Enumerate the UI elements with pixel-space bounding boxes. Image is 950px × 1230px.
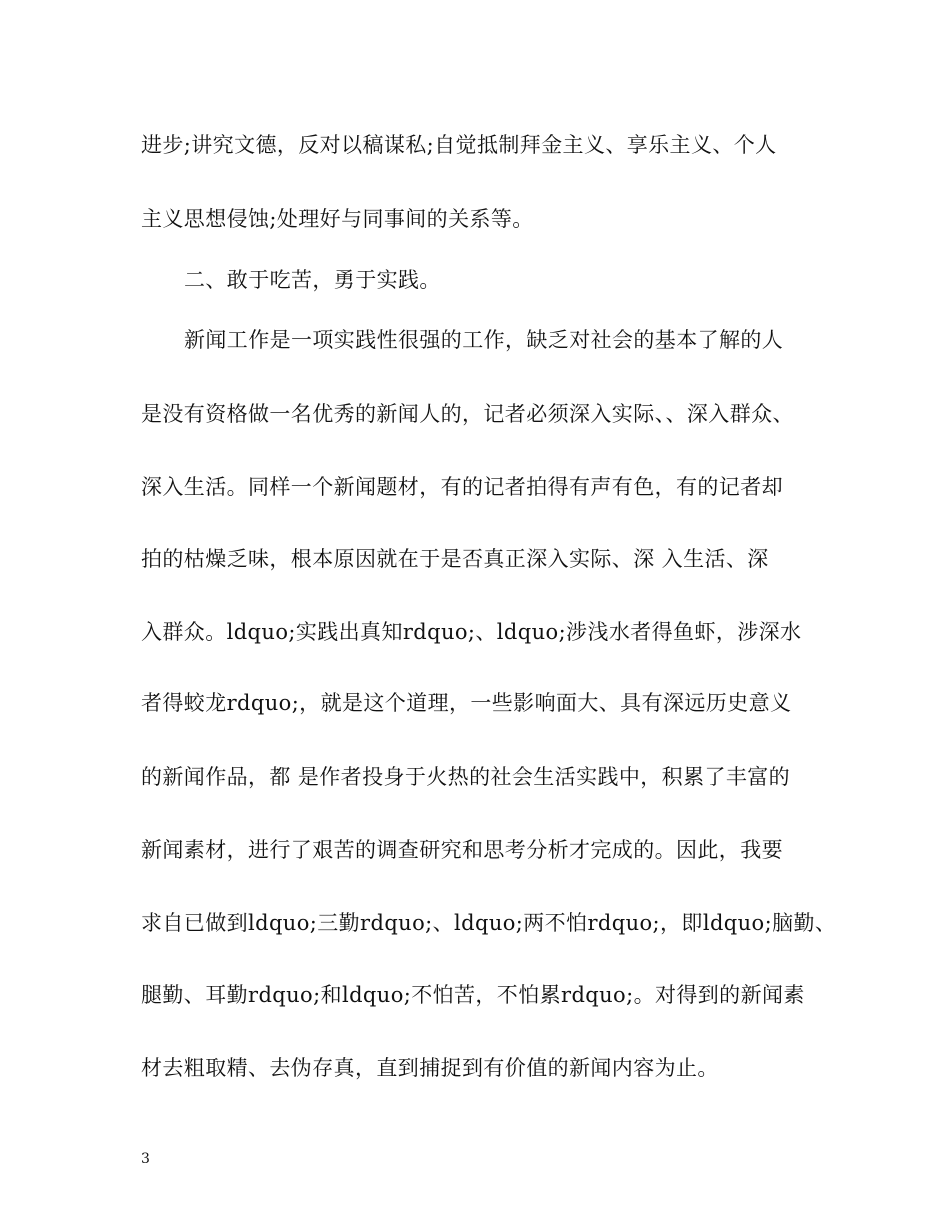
text-line: 入群众。ldquo;实践出真知rdquo;、ldquo;涉浅水者得鱼虾，涉深水: [141, 620, 802, 644]
text-line: 拍的枯燥乏味，根本原因就在于是否真正深入实际、深 入生活、深: [141, 547, 769, 571]
section-heading: 二、敢于吃苦，勇于实践。: [184, 268, 441, 292]
text-line: 主义思想侵蚀;处理好与同事间的关系等。: [141, 207, 534, 231]
text-line: 求自已做到ldquo;三勤rdquo;、ldquo;两不怕rdquo;，即ldquo;脑勤、: [141, 911, 837, 935]
text-line: 深入生活。同样一个新闻题材，有的记者拍得有声有色，有的记者却: [141, 475, 783, 499]
page-number: 3: [141, 1151, 150, 1167]
text-line: 是没有资格做一名优秀的新闻人的，记者必须深入实际、、深入群众、: [141, 402, 794, 426]
text-line: 新闻工作是一项实践性很强的工作，缺乏对社会的基本了解的人: [184, 328, 784, 352]
text-line: 的新闻作品，都 是作者投身于火热的社会生活实践中，积累了丰富的: [141, 765, 791, 789]
text-line: 进步;讲究文德，反对以稿谋私;自觉抵制拜金主义、享乐主义、个人: [141, 133, 777, 157]
text-line: 新闻素材，进行了艰苦的调查研究和思考分析才完成的。因此，我要: [141, 838, 783, 862]
text-line: 材去粗取精、去伪存真，直到捕捉到有价值的新闻内容为止。: [141, 1056, 719, 1080]
text-line: 者得蛟龙rdquo;，就是这个道理，一些影响面大、具有深远历史意义: [141, 691, 792, 715]
text-line: 腿勤、耳勤rdquo;和ldquo;不怕苦，不怕累rdquo;。对得到的新闻素: [141, 983, 805, 1007]
